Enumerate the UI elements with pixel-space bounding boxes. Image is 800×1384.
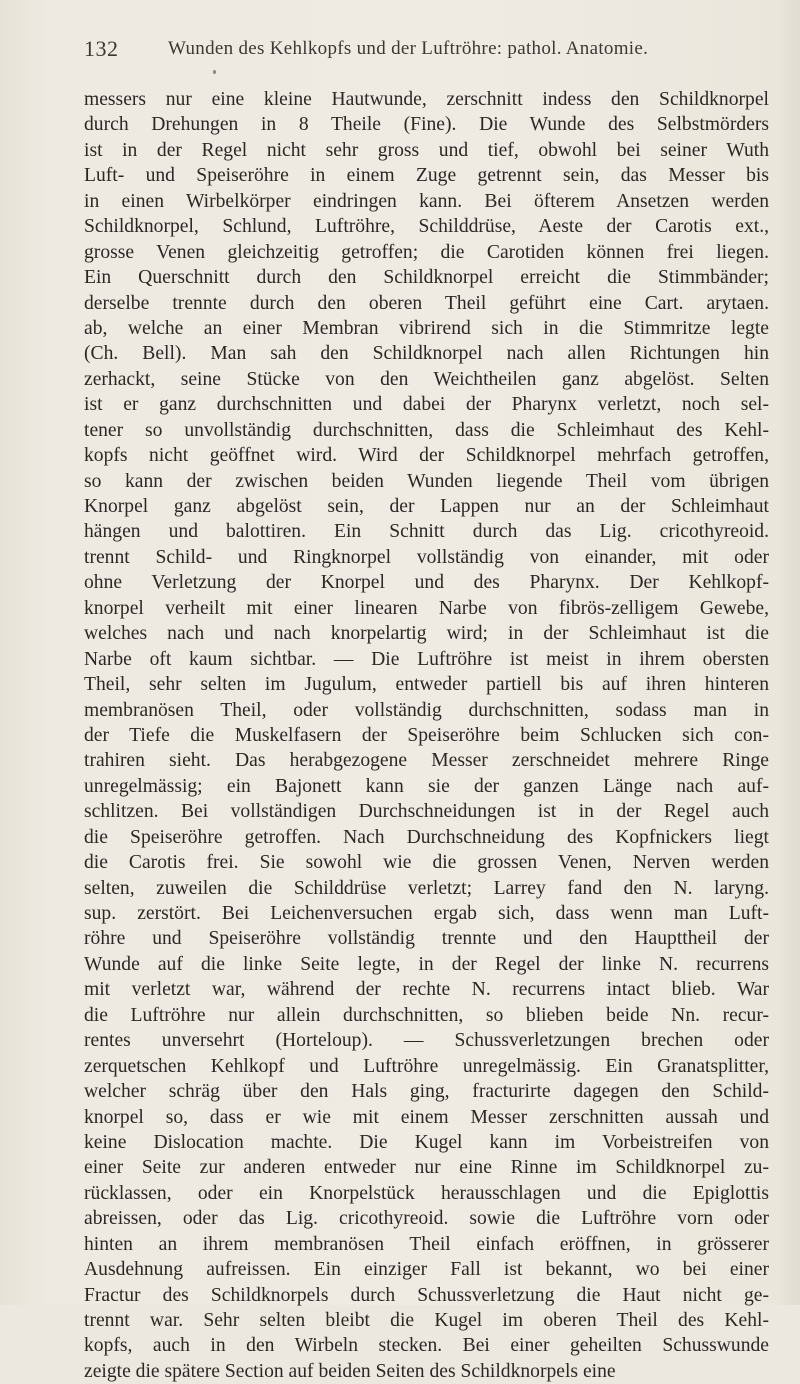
- text-line: die Carotis frei. Sie sowohl wie die grossen Venen, Nerven werden: [84, 852, 769, 874]
- text-line: Theil, sehr selten im Jugulum, entweder partiell bis auf ihren hinteren: [84, 674, 769, 696]
- page-header: [84, 36, 764, 64]
- text-line: rücklassen, oder ein Knorpelstück herausschlagen und die Epiglottis: [84, 1182, 769, 1204]
- text-line: ohne Verletzung der Knorpel und des Pharynx. Der Kehlkopf-: [84, 572, 769, 594]
- text-line: trennt war. Sehr selten bleibt die Kugel im oberen Theil des Kehl-: [84, 1310, 769, 1331]
- text-line: einer Seite zur anderen entweder nur eine Rinne im Schildknorpel zu-: [84, 1157, 769, 1179]
- text-line: hängen und balottiren. Ein Schnitt durch das Lig. cricothyreoid.: [84, 521, 769, 543]
- text-line: selten, zuweilen die Schilddrüse verletzt; Larrey fand den N. laryng.: [84, 877, 769, 899]
- text-line: membranösen Theil, oder vollständig durchschnitten, sodass man in: [84, 699, 769, 721]
- ink-speck: [213, 70, 216, 74]
- text-line: Fractur des Schildknorpels durch Schussverletzung die Haut nicht ge-: [84, 1284, 769, 1306]
- text-line: knorpel so, dass er wie mit einem Messer zerschnitten aussah und: [84, 1106, 769, 1128]
- text-line: schlitzen. Bei vollständigen Durchschneidungen ist in der Regel auch: [84, 801, 769, 823]
- text-line: Ein Querschnitt durch den Schildknorpel erreicht die Stimmbänder;: [84, 267, 769, 289]
- text-line: ist in der Regel nicht sehr gross und tief, obwohl bei seiner Wuth: [84, 139, 769, 161]
- text-line: Wunde auf die linke Seite legte, in der Regel der linke N. recurrens: [84, 953, 769, 975]
- text-line: trennt Schild- und Ringknorpel vollständig von einander, mit oder: [84, 546, 769, 568]
- text-line: tener so unvollständig durchschnitten, dass die Schleimhaut des Kehl-: [84, 419, 769, 441]
- text-line: mit verletzt war, während der rechte N. recurrens intact blieb. War: [84, 979, 769, 1001]
- text-line: welcher schräg über den Hals ging, fracturirte dagegen den Schild-: [84, 1081, 769, 1103]
- text-line: grosse Venen gleichzeitig getroffen; die Carotiden können frei liegen.: [84, 241, 769, 263]
- text-line: durch Drehungen in 8 Theile (Fine). Die Wunde des Selbstmörders: [84, 114, 769, 136]
- text-line: die Luftröhre nur allein durchschnitten, so blieben beide Nn. recur-: [84, 1004, 769, 1026]
- body-text: [84, 87, 769, 1384]
- text-line: Narbe oft kaum sichtbar. — Die Luftröhre ist meist in ihrem obersten: [84, 648, 769, 670]
- page-edge-shadow: [776, 0, 800, 1305]
- text-line: kopfs, auch in den Wirbeln stecken. Bei einer geheilten Schusswunde: [84, 1335, 769, 1357]
- text-line: zeigte die spätere Section auf beiden Seiten des Schildknorpels eine: [84, 1360, 616, 1382]
- text-line: zerquetschen Kehlkopf und Luftröhre unregelmässig. Ein Granatsplitter,: [84, 1055, 769, 1077]
- text-line: Luft- und Speiseröhre in einem Zuge getrennt sein, das Messer bis: [84, 165, 769, 187]
- text-line: kopfs nicht geöffnet wird. Wird der Schildknorpel mehrfach getroffen,: [84, 445, 769, 467]
- text-line: ab, welche an einer Membran vibrirend sich in die Stimmritze legte: [84, 317, 769, 339]
- text-line: ist er ganz durchschnitten und dabei der Pharynx verletzt, noch sel-: [84, 394, 769, 416]
- text-line: hinten an ihrem membranösen Theil einfach eröffnen, in grösserer: [84, 1233, 769, 1255]
- text-line: der Tiefe die Muskelfasern der Speiseröhre beim Schlucken sich con-: [84, 724, 769, 746]
- text-line: welches nach und nach knorpelartig wird; in der Schleimhaut ist die: [84, 623, 769, 645]
- text-line: rentes unversehrt (Horteloup). — Schussverletzungen brechen oder: [84, 1030, 769, 1052]
- text-line: keine Dislocation machte. Die Kugel kann im Vorbeistreifen von: [84, 1131, 769, 1153]
- text-line: Knorpel ganz abgelöst sein, der Lappen nur an der Schleimhaut: [84, 496, 769, 517]
- text-line: Ausdehnung aufreissen. Ein einziger Fall ist bekannt, wo bei einer: [84, 1259, 769, 1281]
- text-line: Schildknorpel, Schlund, Luftröhre, Schilddrüse, Aeste der Carotis ext.,: [84, 216, 769, 238]
- text-line: trahiren sieht. Das herabgezogene Messer zerschneidet mehrere Ringe: [84, 750, 769, 772]
- text-line: röhre und Speiseröhre vollständig trennte und den Haupttheil der: [84, 928, 769, 950]
- text-line: so kann der zwischen beiden Wunden liegende Theil vom übrigen: [84, 470, 769, 492]
- running-head: Wunden des Kehlkopfs und der Luftröhre: pathol. Anatomie.: [168, 38, 649, 59]
- text-line: derselbe trennte durch den oberen Theil geführt eine Cart. arytaen.: [84, 292, 769, 314]
- text-line: abreissen, oder das Lig. cricothyreoid. sowie die Luftröhre vorn oder: [84, 1208, 769, 1230]
- text-line: (Ch. Bell). Man sah den Schildknorpel nach allen Richtungen hin: [84, 343, 769, 365]
- text-line: knorpel verheilt mit einer linearen Narbe von fibrös-zelligem Gewebe,: [84, 597, 769, 619]
- page-number: 132: [84, 36, 119, 61]
- text-line: messers nur eine kleine Hautwunde, zerschnitt indess den Schildknorpel: [84, 89, 769, 110]
- text-line: unregelmässig; ein Bajonett kann sie der ganzen Länge nach auf-: [84, 775, 769, 797]
- text-line: sup. zerstört. Bei Leichenversuchen ergab sich, dass wenn man Luft-: [84, 903, 769, 924]
- text-line: zerhackt, seine Stücke von den Weichtheilen ganz abgelöst. Selten: [84, 368, 769, 390]
- text-line: in einen Wirbelkörper eindringen kann. Bei öfterem Ansetzen werden: [84, 190, 769, 212]
- text-line: die Speiseröhre getroffen. Nach Durchschneidung des Kopfnickers liegt: [84, 826, 769, 848]
